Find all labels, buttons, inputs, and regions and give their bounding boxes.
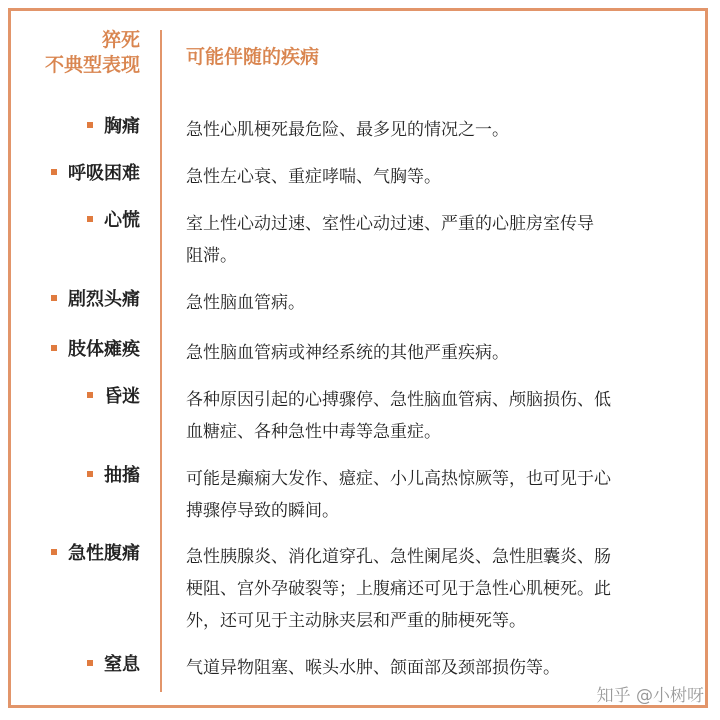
- bullet-icon: [51, 169, 57, 175]
- symptom-term: [51, 161, 140, 187]
- description-line: 外，还可见于主动脉夹层和严重的肺梗死等。: [186, 611, 526, 631]
- description-line: 各种原因引起的心搏骤停、急性脑血管病、颅脑损伤、低: [186, 390, 611, 410]
- symptom-term: [51, 337, 140, 363]
- column-header-diseases: 可能伴随的疾病: [186, 46, 320, 68]
- symptom-term: [87, 463, 140, 489]
- disease-description: [186, 652, 696, 684]
- symptom-term: [51, 287, 140, 313]
- bullet-icon: [51, 295, 57, 301]
- header-left-line1: 猝死: [101, 29, 140, 51]
- description-line: 血糖症、各种急性中毒等急重症。: [186, 422, 441, 442]
- description-line: 室上性心动过速、室性心动过速、严重的心脏房室传导: [186, 214, 594, 234]
- symptom-label: 窒息: [104, 654, 140, 675]
- description-line: 梗阻、宫外孕破裂等；上腹痛还可见于急性心肌梗死。此: [186, 579, 611, 599]
- symptom-label: 呼吸困难: [68, 163, 140, 184]
- disease-description: [186, 337, 696, 369]
- description-line: 急性脑血管病。: [186, 293, 305, 313]
- disease-description: [186, 287, 696, 319]
- disease-description: [186, 114, 696, 146]
- disease-description: [186, 208, 696, 272]
- bullet-icon: [87, 122, 93, 128]
- bullet-icon: [87, 471, 93, 477]
- description-line: 急性左心衰、重症哮喘、气胸等。: [186, 167, 441, 187]
- disease-description: [186, 463, 696, 527]
- symptom-term: [87, 384, 140, 410]
- bullet-icon: [87, 660, 93, 666]
- header-left-line2: 不典型表现: [44, 54, 140, 76]
- bullet-icon: [87, 216, 93, 222]
- symptom-term: [87, 114, 140, 140]
- symptom-label: 抽搐: [104, 465, 140, 486]
- description-line: 可能是癫痫大发作、癔症、小儿高热惊厥等，也可见于心: [186, 469, 611, 489]
- description-line: 急性脑血管病或神经系统的其他严重疾病。: [186, 343, 509, 363]
- symptom-label: 心慌: [104, 210, 140, 231]
- symptom-label: 胸痛: [104, 116, 140, 137]
- description-line: 阻滞。: [186, 246, 237, 266]
- column-header-symptoms: [45, 28, 140, 78]
- description-line: 急性胰腺炎、消化道穿孔、急性阑尾炎、急性胆囊炎、肠: [186, 547, 611, 567]
- description-line: 气道异物阻塞、喉头水肿、颌面部及颈部损伤等。: [186, 658, 560, 678]
- disease-description: [186, 161, 696, 193]
- description-line: 急性心肌梗死最危险、最多见的情况之一。: [186, 120, 509, 140]
- column-divider: [160, 30, 162, 692]
- symptom-term: [87, 652, 140, 678]
- symptom-label: 昏迷: [104, 386, 140, 407]
- disease-description: [186, 384, 696, 448]
- bullet-icon: [51, 345, 57, 351]
- watermark-text: 知乎 @小树呀: [596, 686, 704, 706]
- symptom-label: 肢体瘫痪: [68, 339, 140, 360]
- symptom-term: [51, 541, 140, 567]
- bullet-icon: [87, 392, 93, 398]
- symptom-term: [87, 208, 140, 234]
- symptom-label: 剧烈头痛: [68, 289, 140, 310]
- disease-description: [186, 541, 696, 637]
- bullet-icon: [51, 549, 57, 555]
- symptom-label: 急性腹痛: [68, 543, 140, 564]
- description-line: 搏骤停导致的瞬间。: [186, 501, 339, 521]
